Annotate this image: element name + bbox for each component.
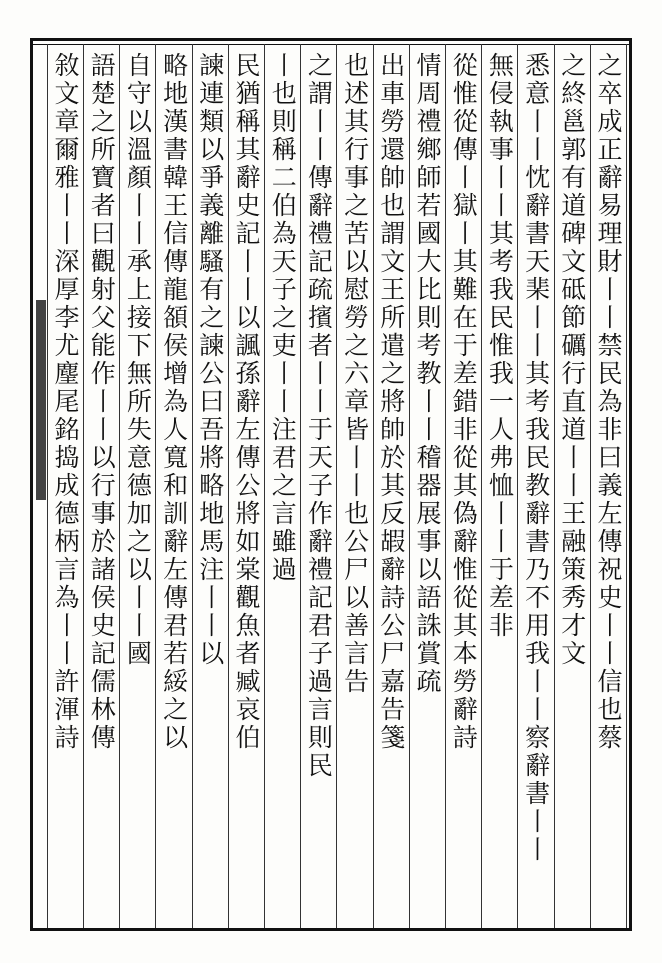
- text-column-16: 敘文章爾雅丨丨深厚李尤麈尾銘捣成德柄言為丨丨許渾詩: [50, 52, 80, 752]
- column-divider: [626, 44, 627, 928]
- text-column-3: 悉意丨丨忱辭書天棐丨丨其考我民教辭書乃不用我丨丨察辭書丨丨: [521, 52, 551, 864]
- text-column-8: 也述其行事之苦以慰勞之六章皆丨丨也公尸以善言告: [340, 52, 370, 696]
- text-column-6: 情周禮鄉師若國大比則考教丨丨稽器展事以語誅賞疏: [412, 52, 442, 696]
- center-fold-mark: [36, 300, 46, 500]
- text-column-4: 無侵執事丨丨其考我民惟我一人弗恤丨丨于差非: [485, 52, 515, 640]
- left-border: [30, 38, 33, 931]
- text-column-11: 民猶稱其辭史記丨丨以諷孫辭左傳公將如棠觀魚者臧哀伯: [231, 52, 261, 752]
- text-column-10: 丨也則稱二伯為天子之吏丨丨注君之言雖過: [268, 52, 298, 584]
- bottom-border: [30, 928, 632, 931]
- text-column-7: 出車勞還帥也謂文王所遣之將帥於其反嘏辭詩公尸嘉告箋: [376, 52, 406, 752]
- text-column-1: 之卒成正辭易理財丨丨禁民為非曰義左傳祝史丨丨信也蔡: [593, 52, 623, 752]
- text-column-15: 語楚之所寶者曰觀射父能作丨丨以行事於諸侯史記儒林傳: [87, 52, 117, 752]
- text-column-9: 之謂丨丨傳辭禮記疏擯者丨丨于天子作辭禮記君子過言則民: [304, 52, 334, 780]
- top-border: [30, 38, 632, 41]
- text-column-13: 略地漢書韓王信傳龍頟侯增為人寬和訓辭左傳君若綏之以: [159, 52, 189, 752]
- text-column-14: 自守以溫顏丨丨承上接下無所失意德加之以丨丨國: [123, 52, 153, 668]
- text-column-5: 從惟從傳丨獄丨其難在于差錯非從其偽辭惟從其本勞辭詩: [449, 52, 479, 752]
- top-border-inner: [30, 44, 632, 45]
- text-column-2: 之終邕郭有道碑文砥節礪行直道丨丨王融策秀才文: [557, 52, 587, 668]
- right-border: [629, 38, 632, 931]
- text-column-12: 諫連類以爭義離騷有之諫公曰吾將略地馬注丨丨以: [195, 52, 225, 668]
